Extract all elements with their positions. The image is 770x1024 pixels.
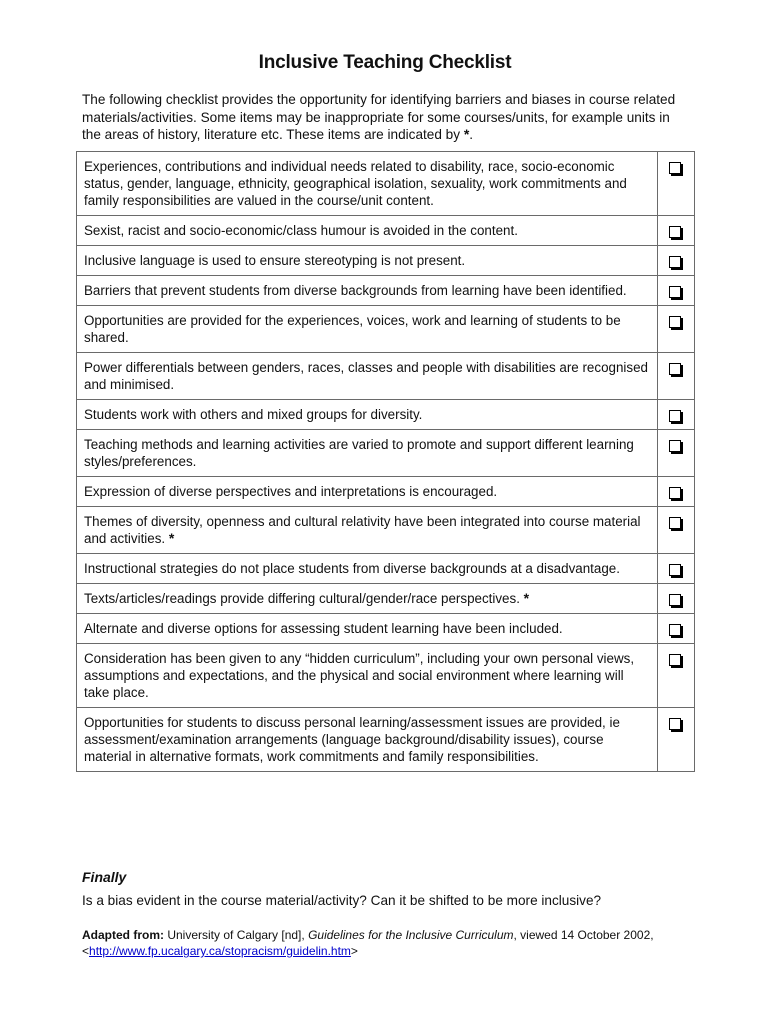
checklist-row (77, 554, 695, 584)
finally-heading: Finally (82, 869, 127, 885)
checklist-row (77, 400, 695, 430)
checklist-row (77, 276, 695, 306)
source-work: Guidelines for the Inclusive Curriculum (308, 928, 514, 942)
source-label: Adapted from: (82, 928, 164, 942)
intro-end: . (469, 127, 474, 143)
checklist-box-cell (658, 306, 695, 353)
checklist-item-cell (77, 554, 658, 584)
checklist-item-text: Texts/articles/readings provide differing cultural/gender/race perspectives. (84, 591, 520, 606)
checklist-box-cell (658, 353, 695, 400)
checklist-item-cell (77, 246, 658, 276)
checkbox[interactable] (669, 718, 681, 730)
checklist-box-cell (658, 216, 695, 246)
checkbox[interactable] (669, 564, 681, 576)
checkbox[interactable] (669, 316, 681, 328)
checklist-row (77, 216, 695, 246)
checklist-box-cell (658, 477, 695, 507)
checklist-box-cell (658, 554, 695, 584)
checkbox[interactable] (669, 363, 681, 375)
checklist-box-cell (658, 400, 695, 430)
checklist-item-text: Inclusive language is used to ensure stereotyping is not present. (84, 253, 466, 268)
checklist-item-text: Themes of diversity, openness and cultural relativity have been integrated into course material and activities. (84, 514, 641, 546)
source-close: > (350, 944, 358, 958)
checklist-item-text: Students work with others and mixed groups for diversity. (84, 407, 423, 422)
source-viewed: , viewed 14 October 2002, (513, 928, 654, 942)
source-open: < (82, 944, 90, 958)
intro-text: The following checklist provides the opportunity for identifying barriers and biases in course related materials/activities. Some items may be inappropriate for some courses/units, for example units in the areas of history, literature etc. These items are indicated by (82, 92, 676, 143)
checkbox[interactable] (669, 226, 681, 238)
checklist-row (77, 353, 695, 400)
checkbox[interactable] (669, 594, 681, 606)
checklist-item-cell (77, 430, 658, 477)
checklist-row (77, 306, 695, 353)
checklist-item-text: Teaching methods and learning activities are varied to promote and support different learning styles/preferences. (84, 437, 634, 469)
checkbox[interactable] (669, 162, 681, 174)
checkbox[interactable] (669, 286, 681, 298)
checklist-item-cell (77, 353, 658, 400)
page-title: Inclusive Teaching Checklist (258, 52, 512, 73)
checklist-row (77, 614, 695, 644)
checkbox[interactable] (669, 440, 681, 452)
checkbox[interactable] (669, 654, 681, 666)
checklist-item-cell (77, 584, 658, 614)
checklist-row (77, 644, 695, 708)
checklist-item-cell (77, 276, 658, 306)
intro-paragraph (82, 91, 682, 144)
checklist-item-cell (77, 644, 658, 708)
checklist-item-text: Opportunities are provided for the experiences, voices, work and learning of students to be shared. (84, 313, 621, 345)
checkbox[interactable] (669, 410, 681, 422)
checklist-box-cell (658, 152, 695, 216)
checklist-box-cell (658, 644, 695, 708)
checklist-item-text: Alternate and diverse options for assessing student learning have been included. (84, 621, 563, 636)
checklist-box-cell (658, 708, 695, 772)
checklist-box-cell (658, 246, 695, 276)
checklist-row (77, 430, 695, 477)
checkbox[interactable] (669, 517, 681, 529)
checklist-box-cell (658, 507, 695, 554)
checklist-item-cell (77, 306, 658, 353)
checklist-row (77, 507, 695, 554)
checklist-item-cell (77, 507, 658, 554)
checklist-box-cell (658, 276, 695, 306)
checklist-item-cell (77, 216, 658, 246)
checklist-item-text: Experiences, contributions and individual needs related to disability, race, socio-economic status, gender, language, ethnicity, geographical isolation, sexuality, work commitments and family responsibilities are valued in the course/unit content. (84, 159, 627, 208)
checklist-item-star: * (523, 590, 530, 606)
checkbox[interactable] (669, 256, 681, 268)
checklist-box-cell (658, 614, 695, 644)
checklist-item-text: Power differentials between genders, races, classes and people with disabilities are recognised and minimised. (84, 360, 648, 392)
checkbox[interactable] (669, 487, 681, 499)
checklist-item-cell (77, 614, 658, 644)
checklist-item-cell (77, 152, 658, 216)
checklist-box-cell (658, 430, 695, 477)
checklist-item-text: Consideration has been given to any “hidden curriculum”, including your own personal views, assumptions and expectations, and the physical and social environment where learning will take place. (84, 651, 635, 700)
source-author: University of Calgary [nd], (167, 928, 305, 942)
checklist-row (77, 477, 695, 507)
checklist-row (77, 152, 695, 216)
checkbox[interactable] (669, 624, 681, 636)
checklist-table (76, 151, 695, 772)
checklist-row (77, 708, 695, 772)
source-link[interactable]: http://www.fp.ucalgary.ca/stopracism/guidelin.htm (89, 944, 351, 958)
checklist-item-text: Instructional strategies do not place students from diverse backgrounds at a disadvantage. (84, 561, 620, 576)
checklist-row (77, 246, 695, 276)
checklist-item-text: Opportunities for students to discuss personal learning/assessment issues are provided, ie assessment/examination arrangements (language background/disability issues), course material in alternative formats, work commitments and family responsibilities. (84, 715, 620, 764)
checklist-row (77, 584, 695, 614)
checklist-item-text: Sexist, racist and socio-economic/class humour is avoided in the content. (84, 223, 518, 238)
finally-question: Is a bias evident in the course material/activity? Can it be shifted to be more inclusive? (82, 893, 602, 908)
intro-star-marker: * (463, 126, 470, 143)
checklist-item-star: * (168, 530, 175, 546)
checklist-item-text: Expression of diverse perspectives and interpretations is encouraged. (84, 484, 498, 499)
source-citation (82, 927, 702, 959)
checklist-item-text: Barriers that prevent students from diverse backgrounds from learning have been identified. (84, 283, 627, 298)
checklist-box-cell (658, 584, 695, 614)
checklist-item-cell (77, 708, 658, 772)
checklist-item-cell (77, 400, 658, 430)
checklist-item-cell (77, 477, 658, 507)
